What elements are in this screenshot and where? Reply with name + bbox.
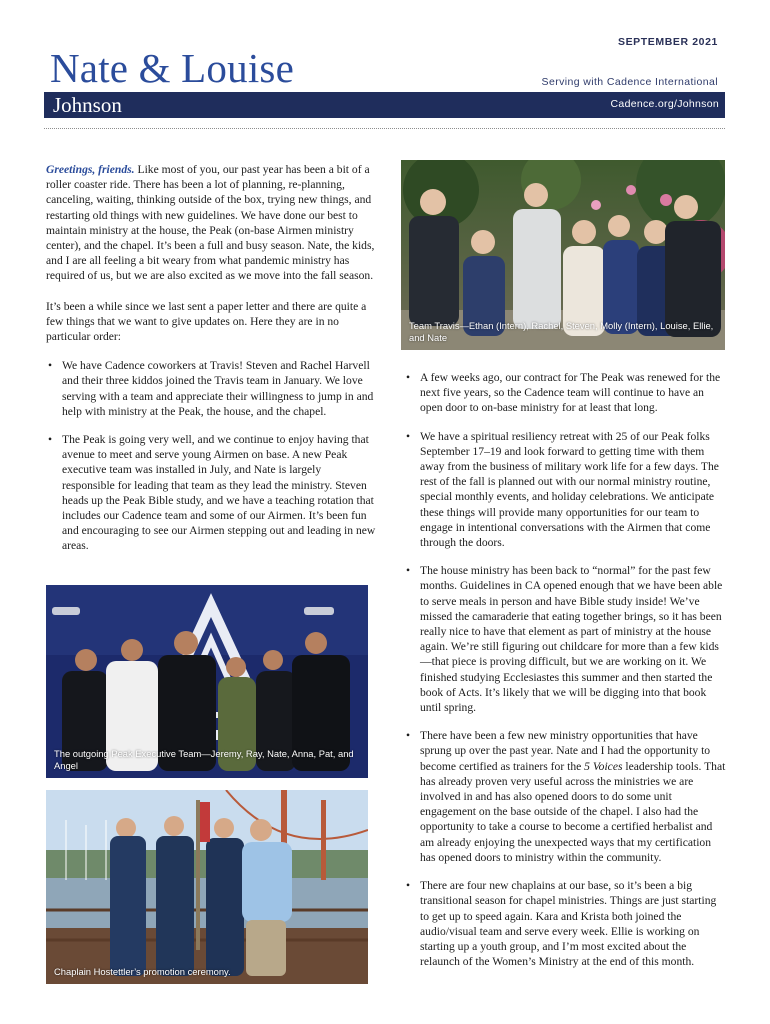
bullet-icon: • [406, 879, 411, 893]
organization-tagline: Serving with Cadence International [541, 76, 718, 88]
intro-text: Like most of you, our past year has been a bit of a roller coaster ride. There has been a lot of planning, re-planning, canceling, waiting, thinking outside of the box, trying new things, and restarting old things with new guidelines. We have done our best to maintain ministry at the house, the Peak (on-base Airmen ministry center), and the chapel. It’s been a full and busy season. Nate, the kids, and I are all feeling a bit weary from what pandemic ministry has required of us, but we are also excited as we move into the fall season. [46, 163, 375, 283]
left-bullet-list [46, 358, 376, 553]
intro-paragraph [46, 162, 376, 284]
intro-section [46, 162, 376, 554]
intro-paragraph-2: It’s been a while since we last sent a paper letter and there are quite a few things that we want to give updates on. Here they are in no particular order: [46, 299, 367, 344]
bullet-icon: • [406, 729, 411, 743]
newsletter-date: SEPTEMBER 2021 [617, 36, 718, 48]
bullet-icon: • [406, 371, 411, 384]
right-bullet-list [404, 370, 726, 969]
right-column [404, 370, 726, 969]
last-name: Johnson [53, 93, 122, 117]
photo-caption: The outgoing Peak Executive Team—Jeremy, Ray, Nate, Anna, Pat, and Angel [54, 748, 354, 771]
list-item: • The Peak is going very well, and we continue to enjoy having that avenue to meet and serve young Airmen on base. A new Peak executive team was installed in July, and Nate is largely responsible for leading that team as they lead the ministry. Steven heads up the Peak Bible study, and we have a teaching rotation that includes our Cadence team and some of our Airmen. It’s been fun and encouraging to see our Airmen stepping out and leading in new areas. [48, 433, 376, 553]
team-travis-photo [401, 160, 725, 350]
photo-caption: Team Travis—Ethan (Intern), Rachel, Steven, Molly (Intern), Louise, Ellie, and Nate [409, 320, 714, 343]
bullet-icon: • [48, 433, 53, 447]
list-item: • A few weeks ago, our contract for The Peak was renewed for the next five years, so the Cadence team will continue to have an open door to on-base ministry for at least that long. [406, 371, 721, 415]
photo-caption: Chaplain Hostettler’s promotion ceremony. [54, 966, 231, 977]
bullet-icon: • [406, 564, 411, 578]
website-link[interactable]: Cadence.org/Johnson [610, 98, 719, 110]
book-title: 5 Voices [584, 759, 623, 773]
peak-team-photo [46, 585, 368, 778]
list-item: • We have a spiritual resiliency retreat with 25 of our Peak folks September 17–19 and look forward to getting time with them away from the business of military work life for a few days. The rest of the fall is planned out with our normal ministry routine, special monthly events, and holiday celebrations. We anticipate these things will provide many opportunities for our team to engage in intentional conversations with the Airmen that come through the doors. [406, 429, 719, 550]
list-item: • We have Cadence coworkers at Travis! Steven and Rachel Harvell and their three kiddos joined the Travis team in January. We love serving with a team and appreciate their willingness to jump in and help with ministry at the Peak, the house, and the chapel. [48, 359, 374, 418]
promotion-ceremony-photo [46, 790, 368, 984]
newsletter-title: Nate & Louise [50, 45, 294, 91]
bullet-icon: • [48, 359, 53, 373]
list-item: • There have been a few new ministry opportunities that have sprung up over the past year. Nate and I had the opportunity to become certified as trainers for the 5 Voices leadership tools. That has already proven very useful across the ministries we are involved in and has also opened doors to do some unit engagement on the base outside of the chapel. I also had the opportunity to take a course to become a certified herbalist and am already enjoying the unexpected ways that my certification has opened doors to ministry within the community. [406, 729, 726, 864]
list-item: • The house ministry has been back to “normal” for the past few months. Guidelines in CA opened enough that we have been able to serve meals in person and have Bible study inside! We’ve missed the camaraderie that eating together brings, so it has been really nice to have that element as part of ministry at the house again. We’re still figuring out childcare for more than a few kids—that piece is proving difficult, but we are working on it. We finished studying Ecclesiastes this summer and then started the book of Acts. It’s likely that we will be digging into that book until spring. [406, 564, 723, 715]
name-bar [44, 92, 725, 118]
header-divider [44, 128, 725, 129]
bullet-icon: • [406, 429, 411, 443]
list-item: • There are four new chaplains at our base, so it’s been a big transitional season for chapel ministries. Things are just starting to get up to speed again. Kara and Krista both joined the audio/visual team and serve every week. Ellie is working on starting up a youth group, and I’m most excited about the relaunch of the Women’s Ministry at the end of this month. [406, 879, 717, 969]
greeting: Greetings, friends. [46, 163, 135, 176]
